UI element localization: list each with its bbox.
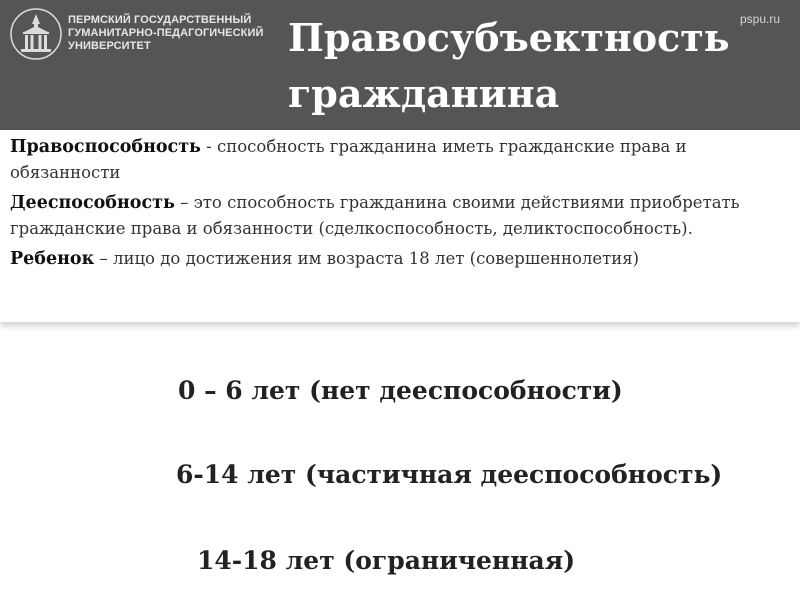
definition-text: – лицо до достижения им возраста 18 лет (совершеннолетия) [94, 249, 640, 268]
site-url: pspu.ru [739, 12, 780, 26]
definition-term: Правоспособность [10, 137, 201, 157]
age-range-item: 6-14 лет (частичная дееспособность) [176, 460, 723, 489]
definition-item [10, 190, 780, 242]
slide-title [288, 10, 768, 122]
age-list [0, 340, 800, 600]
definition-term: Дееспособность [10, 193, 175, 213]
definition-item [10, 246, 780, 272]
university-name [68, 14, 268, 53]
age-range-item: 14-18 лет (ограниченная) [197, 546, 576, 575]
university-logo [10, 6, 264, 62]
slide-title-line: гражданина [288, 71, 560, 116]
definition-term: Ребенок [10, 249, 95, 269]
definition-text: – это способность гражданина своими действиями приобретать гражданские права и обязанности (сделкоспособность, деликтоспособность). [10, 193, 740, 238]
university-name-line: ПЕРМСКИЙ ГОСУДАРСТВЕННЫЙ [68, 14, 252, 26]
definition-text: - способность гражданина иметь гражданские права и обязанности [10, 137, 687, 182]
slide-title-line: Правосубъектность [288, 15, 730, 60]
definition-item [10, 134, 780, 186]
slide-header [0, 0, 800, 130]
university-name-line: УНИВЕРСИТЕТ [68, 40, 151, 52]
university-name-line: ГУМАНИТАРНО-ПЕДАГОГИЧЕСКИЙ [68, 27, 264, 39]
age-range-item: 0 – 6 лет (нет дееспособности) [178, 376, 623, 405]
university-building-icon [10, 8, 62, 60]
definitions-panel [0, 130, 800, 322]
